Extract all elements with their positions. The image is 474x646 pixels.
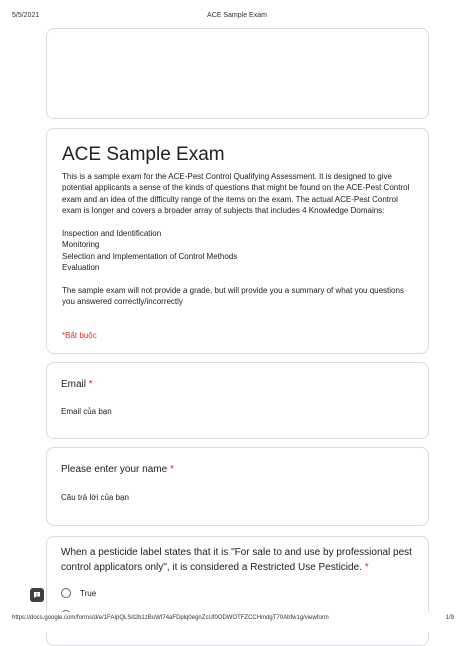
email-question-card <box>46 362 429 439</box>
print-header <box>0 0 474 22</box>
header-banner-card <box>46 28 429 119</box>
page-number: 1/9 <box>445 615 454 621</box>
form-title: ACE Sample Exam <box>62 144 225 165</box>
email-field[interactable]: Email của bạn <box>61 407 112 416</box>
required-star: * <box>364 562 369 573</box>
required-star: * <box>169 464 174 475</box>
print-footer <box>0 612 474 632</box>
print-url: https://docs.google.com/forms/d/e/1FAIpQLSd2b1zBuWt74aFDplq0egnZcUf0ODWOTFZCCHmdgT70Abfw1g/viewform <box>12 615 329 621</box>
name-question-card <box>46 447 429 526</box>
required-star: * <box>88 379 93 390</box>
feedback-icon <box>33 591 41 599</box>
print-date: 5/5/2021 <box>12 12 40 19</box>
name-question-label <box>61 462 414 477</box>
domain-item: Selection and Implementation of Control Methods <box>62 251 238 261</box>
question-text: When a pesticide label states that it is "For sale to and use by professional pest control applicators only", it is considered a Restricted Use Pesticide. <box>61 547 412 573</box>
email-question-label <box>61 377 414 392</box>
print-page-title: ACE Sample Exam <box>207 12 267 19</box>
radio-label: True <box>80 588 97 598</box>
radio-button[interactable] <box>61 588 71 598</box>
form-intro-card <box>46 128 429 354</box>
description-paragraph: The sample exam will not provide a grade, but will provide you a summary of what you questions you answered correctly/incorrectly <box>62 286 404 307</box>
question-1-label <box>61 545 414 575</box>
question-text: Email <box>61 379 87 390</box>
required-note: *Bắt buộc <box>62 331 97 340</box>
question-text: Please enter your name <box>61 464 168 475</box>
feedback-button[interactable] <box>30 588 44 602</box>
domain-item: Monitoring <box>62 240 100 250</box>
description-paragraph: This is a sample exam for the ACE-Pest Control Qualifying Assessment. It is designed to give potential applicants a sense of the kinds of questions that might be found on the ACE-Pest Control exam and an idea of the difficulty range of the items on the exam. The actual ACE-Pest Control exam is longer and covers a broader array of subjects that includes 4 Knowledge Domains: <box>62 172 410 216</box>
domain-item: Inspection and Identification <box>62 229 162 239</box>
radio-option-true[interactable] <box>61 588 96 598</box>
name-field[interactable]: Câu trả lời của bạn <box>61 493 129 502</box>
form-description <box>62 171 414 308</box>
domain-item: Evaluation <box>62 263 100 273</box>
